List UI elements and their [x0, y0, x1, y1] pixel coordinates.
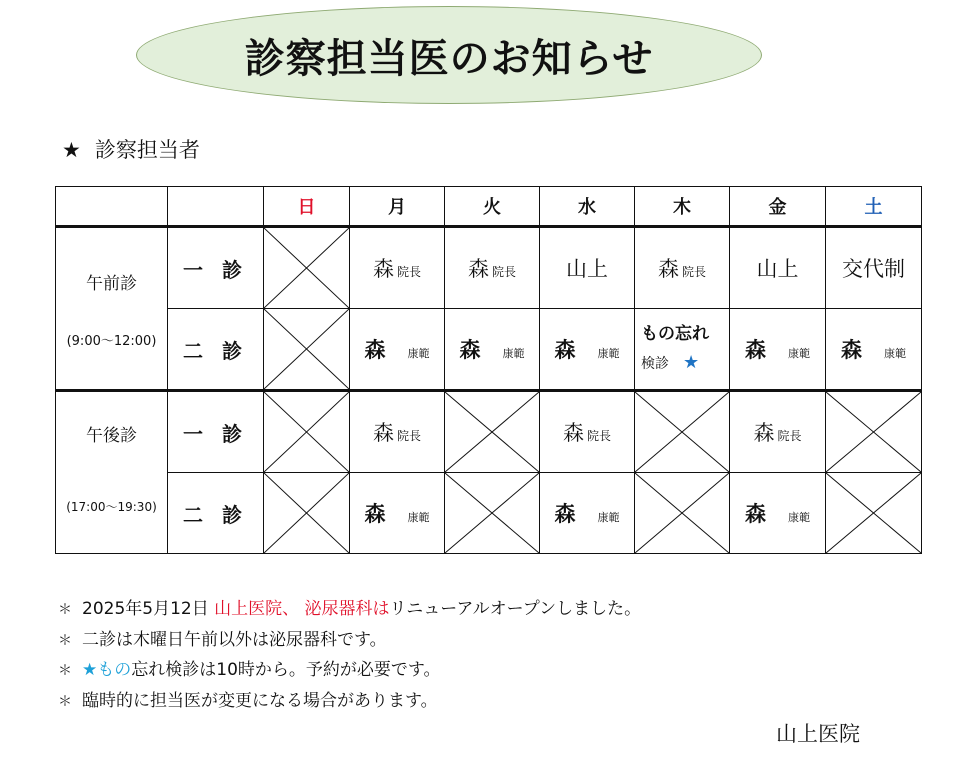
note-item: ＊ 臨時的に担当医が変更になる場合があります。 [58, 690, 438, 711]
cell-fri-am2: 森 康範 [730, 309, 826, 391]
header-friday: 金 [730, 187, 826, 227]
closed-cell [264, 309, 350, 391]
session-am [56, 227, 168, 391]
cell-thu-am2: もの忘れ 検診 ★ [635, 309, 730, 391]
cell-mon-pm2: 森 康範 [350, 473, 445, 554]
cell-fri-am1: 山上 [730, 227, 826, 309]
cell-wed-am1: 山上 [540, 227, 635, 309]
section-heading [62, 134, 200, 164]
cell-sat-am2: 森 康範 [826, 309, 922, 391]
slot-second-am: 二 診 [168, 309, 264, 391]
slot-first-am: 一 診 [168, 227, 264, 309]
schedule-table [55, 186, 922, 554]
cell-tue-am2: 森 康範 [445, 309, 540, 391]
star-icon: ★ [683, 352, 700, 373]
star-icon: ★ [62, 138, 81, 162]
cell-wed-pm2: 森 康範 [540, 473, 635, 554]
section-heading-label: 診察担当者 [94, 138, 200, 162]
session-pm-time: (17:00～19:30) [66, 499, 157, 514]
session-pm [56, 391, 168, 554]
table-header-row [56, 187, 922, 227]
page-title: 診察担当医のお知らせ [244, 35, 654, 82]
header-thursday: 木 [635, 187, 730, 227]
table-row [56, 391, 922, 473]
cell-mon-am2: 森 康範 [350, 309, 445, 391]
cell-fri-pm2: 森 康範 [730, 473, 826, 554]
cell-sat-am1: 交代制 [826, 227, 922, 309]
closed-cell [635, 473, 730, 554]
header-sunday: 日 [264, 187, 350, 227]
session-am-label: 午前診 [86, 273, 137, 294]
note-item: ＊ 2025年5月12日 山上医院、 泌尿器科はリニューアルオープンしました。 [58, 599, 642, 619]
slot-first-pm: 一 診 [168, 391, 264, 473]
header-wednesday: 水 [540, 187, 635, 227]
cell-tue-am1: 森 院長 [445, 227, 540, 309]
table-row [56, 227, 922, 309]
closed-cell [826, 391, 922, 473]
closed-cell [445, 473, 540, 554]
closed-cell [264, 227, 350, 309]
cell-wed-pm1: 森 院長 [540, 391, 635, 473]
closed-cell [826, 473, 922, 554]
table-row [56, 309, 922, 391]
closed-cell [264, 473, 350, 554]
title-banner [136, 6, 762, 104]
cell-mon-pm1: 森 院長 [350, 391, 445, 473]
clinic-name: 山上医院 [776, 722, 860, 746]
session-am-time: (9:00～12:00) [66, 333, 157, 349]
header-tuesday: 火 [445, 187, 540, 227]
slot-second-pm: 二 診 [168, 473, 264, 554]
closed-cell [635, 391, 730, 473]
header-monday: 月 [350, 187, 445, 227]
cell-wed-am2: 森 康範 [540, 309, 635, 391]
cell-thu-am1: 森 院長 [635, 227, 730, 309]
header-saturday: 土 [826, 187, 922, 227]
note-item: ＊ 二診は木曜日午前以外は泌尿器科です。 [58, 629, 387, 650]
cell-mon-am1: 森 院長 [350, 227, 445, 309]
note-item: ＊ ★もの忘れ検診は10時から。予約が必要です。 [58, 660, 441, 680]
notes-list [58, 595, 641, 717]
closed-cell [264, 391, 350, 473]
table-row [56, 473, 922, 554]
cell-fri-pm1: 森 院長 [730, 391, 826, 473]
header-blank [56, 187, 168, 227]
closed-cell [445, 391, 540, 473]
header-blank [168, 187, 264, 227]
session-pm-label: 午後診 [86, 425, 137, 446]
